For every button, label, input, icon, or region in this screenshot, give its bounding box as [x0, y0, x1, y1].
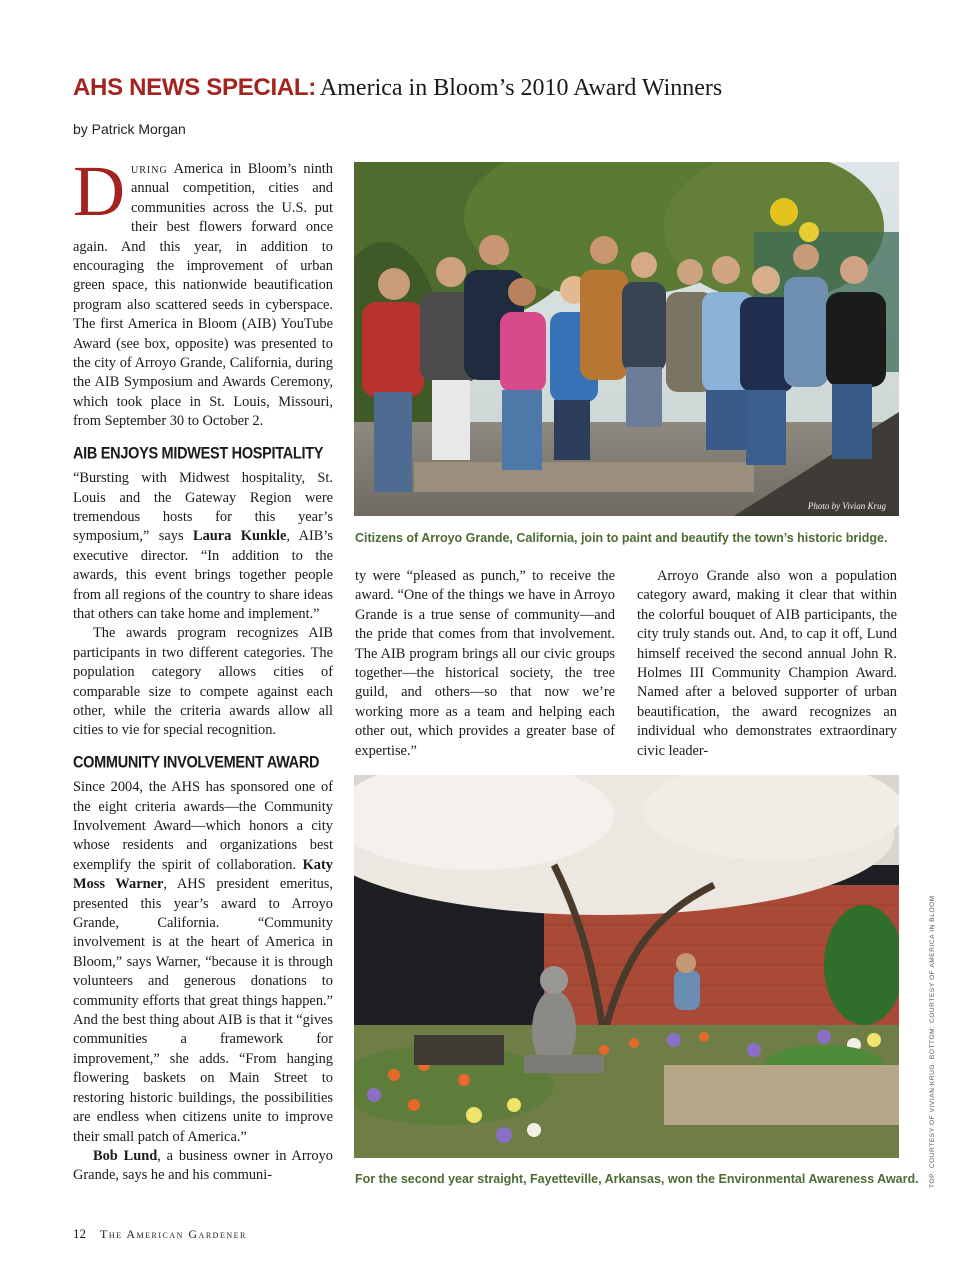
headline-title: America in Bloom’s 2010 Award Winners [319, 75, 723, 101]
intro-paragraph [73, 151, 333, 432]
drop-cap: D [73, 151, 125, 231]
text-run: , AIB’s executive director. “In addition to the awards, this event brings together people from all regions of the country to share ideas that others can take home and implement.” [73, 528, 333, 622]
text-run: , a business owner in Arroyo Grande, says he and his communi- [73, 1147, 333, 1184]
photo-arroyo-grande-group [354, 162, 899, 516]
text-run: , AHS president emeritus, presented this year’s award to Arroyo Grande, California. “Community involvement is at the heart of America in Bloom,” says Warner, “because it is through volunteers and generous donations to community efforts that great things happen.” And the best thing about AIB is that it “gives communities a framework for improvement,” she adds. “From hanging flowering baskets on Main Street to restoring historic buildings, the possibilities are endless when citizens unite to improve their small patch of America.” [73, 876, 333, 1145]
paragraph-col3: Arroyo Grande also won a population category award, making it clear that within the colorful bouquet of AIB participants, the city truly stands out. And, to cap it off, Lund himself received the second annual John R. Holmes III Community Champion Award. Named after a beloved supporter of urban beautification, the award recognizes an individual who demonstrates extraordinary civic leader- [637, 568, 897, 759]
group-photo-illustration [354, 162, 899, 516]
article-column-3 [637, 567, 897, 761]
page-number: 12 [73, 1226, 86, 1241]
intro-smallcaps: uring [131, 161, 168, 177]
paragraph-community-award [73, 778, 333, 1147]
article-column-1 [73, 151, 333, 1186]
paragraph-bob-lund [73, 1147, 333, 1186]
byline: by Patrick Morgan [73, 121, 186, 137]
subhead-community-involvement: COMMUNITY INVOLVEMENT AWARD [73, 753, 320, 772]
text-run: “Bursting with Midwest hospitality, St. Louis and the Gateway Region were tremendous hosts for this year’s symposium,” says [73, 470, 333, 545]
top-photo-caption: Citizens of Arroyo Grande, California, join to paint and beautify the town’s historic bridge. [355, 531, 888, 545]
photo-fayetteville-garden [354, 775, 899, 1158]
paragraph-hospitality [73, 469, 333, 624]
bottom-photo-caption: For the second year straight, Fayetteville, Arkansas, won the Environmental Awareness Award. [355, 1172, 919, 1186]
garden-photo-illustration [354, 775, 899, 1158]
paragraph-col2: ty were “pleased as punch,” to receive the award. “One of the things we have in Arroyo Grande is a true sense of community—and the pride that comes from that involvement. The AIB program brings all our civic groups together—the historical society, the tree guild, and others—so that now we’re working more as a team and helping each other out, which provides a greater base of expertise.” [355, 568, 615, 759]
photo-credit: TOP: COURTESY OF VIVIAN KRUG. BOTTOM: COURTESY OF AMERICA IN BLOOM [929, 895, 936, 1188]
paragraph-categories: The awards program recognizes AIB participants in two different categories. The population category allows cities of comparable size to compete against each other, while the criteria awards allow all cities to vie for special recognition. [73, 625, 333, 739]
person-name: Laura Kunkle [192, 528, 287, 545]
photo-watermark: Photo by Vivian Krug [807, 501, 886, 511]
publication-name: The American Gardener [100, 1227, 247, 1241]
text-run: Since 2004, the AHS has sponsored one of the eight criteria awards—the Community Involvement Award—which honors a city whose residents and organizations best exemplify the spirit of collaboration. [73, 779, 333, 873]
person-name: Katy Moss Warner [73, 856, 333, 893]
article-headline [73, 74, 833, 102]
subhead-midwest-hospitality: AIB ENJOYS MIDWEST HOSPITALITY [73, 444, 324, 463]
article-column-2 [355, 567, 615, 761]
intro-text: America in Bloom’s ninth annual competition, cities and communities across the U.S. put their best flowers forward once again. And this year, in addition to encouraging the improvement of urban green space, this nationwide beautification program also scattered seeds in cyberspace. The first America in Bloom (AIB) YouTube Award (see box, opposite) was presented to the city of Arroyo Grande, California, during the AIB Symposium and Awards Ceremony, which took place in St. Louis, Missouri, from September 30 to October 2. [73, 161, 333, 430]
person-name: Bob Lund [93, 1147, 158, 1164]
page-footer [73, 1226, 247, 1242]
headline-kicker: AHS NEWS SPECIAL: [73, 74, 316, 101]
